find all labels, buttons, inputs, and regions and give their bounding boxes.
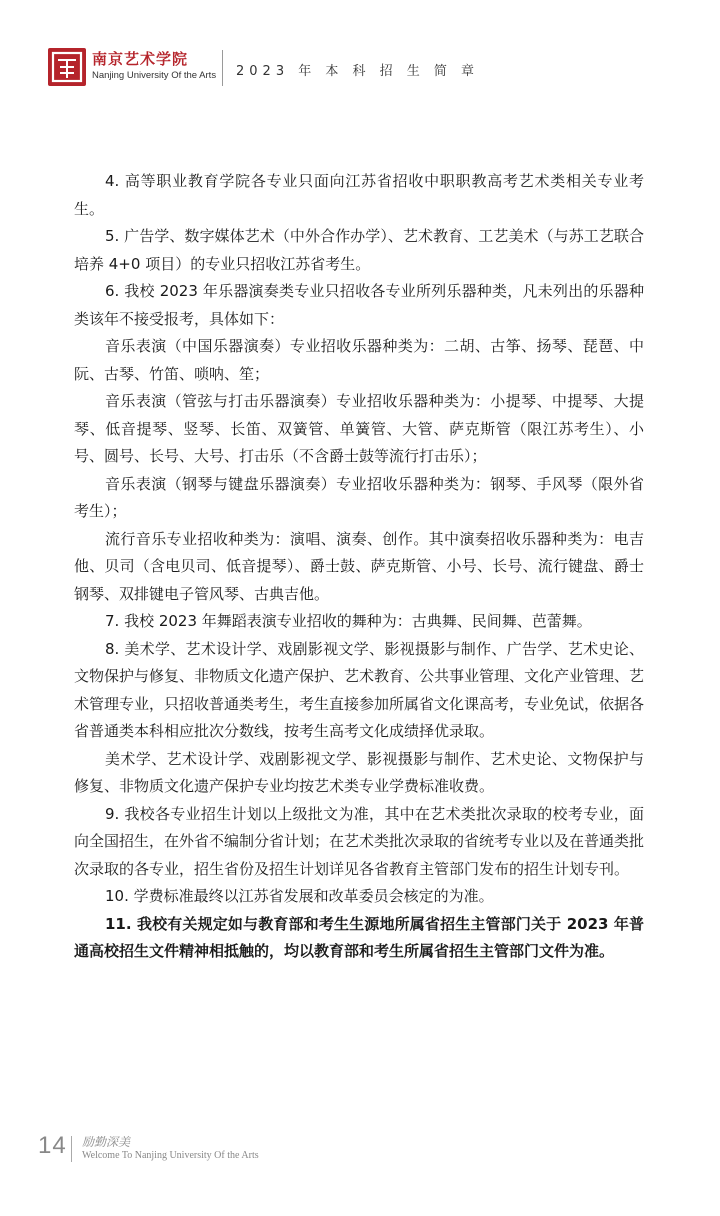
page-header <box>48 46 688 94</box>
footer-divider <box>71 1136 72 1162</box>
paragraph-orchestral-instruments: 音乐表演（管弦与打击乐器演奏）专业招收乐器种类为：小提琴、中提琴、大提琴、低音提琴、竖琴、长笛、双簧管、单簧管、大管、萨克斯管（限江苏考生）、小号、圆号、长号、大号、打击乐（不含爵士鼓等流行打击乐）； <box>74 392 644 465</box>
paragraph-tuition-note: 美术学、艺术设计学、戏剧影视文学、影视摄影与制作、艺术史论、文物保护与修复、非物质文化遗产保护专业均按艺术类专业学费标准收费。 <box>74 749 644 795</box>
page-footer <box>38 1132 438 1172</box>
footer-slogan-en: Welcome To Nanjing University Of the Arts <box>82 1150 259 1161</box>
paragraph-item-10: 10. 学费标准最终以江苏省发展和改革委员会核定的为准。 <box>105 887 494 905</box>
paragraph-popular-music: 流行音乐专业招收种类为：演唱、演奏、创作。其中演奏招收乐器种类为：电吉他、贝司（含电贝司、低音提琴）、爵士鼓、萨克斯管、小号、长号、流行键盘、爵士钢琴、双排键电子管风琴、古典吉他。 <box>74 529 644 603</box>
document-title: 2023 年 本 科 招 生 简 章 <box>236 64 480 79</box>
paragraph-item-6: 6. 我校 2023 年乐器演奏类专业只招收各专业所列乐器种类，凡未列出的乐器种类该年不接受报考，具体如下： <box>74 282 644 328</box>
university-name-en: Nanjing University Of the Arts <box>92 70 217 81</box>
paragraph-item-7: 7. 我校 2023 年舞蹈表演专业招收的舞种为：古典舞、民间舞、芭蕾舞。 <box>105 612 592 630</box>
paragraph-keyboard-instruments: 音乐表演（钢琴与键盘乐器演奏）专业招收乐器种类为：钢琴、手风琴（限外省考生）； <box>74 474 644 520</box>
paragraph-item-4: 4. 高等职业教育学院各专业只面向江苏省招收中职职教高考艺术类相关专业考生。 <box>74 172 644 218</box>
paragraph-item-9: 9. 我校各专业招生计划以上级批文为准，其中在艺术类批次录取的校考专业，面向全国招生，在外省不编制分省计划；在艺术类批次录取的省统考专业以及在普通类批次录取的各专业，招生省份及招生计划详见各省教育主管部门发布的招生计划专刊。 <box>74 804 645 878</box>
paragraph-chinese-instruments: 音乐表演（中国乐器演奏）专业招收乐器种类为：二胡、古筝、扬琴、琵琶、中阮、古琴、竹笛、唢呐、笙； <box>74 337 644 383</box>
body-text <box>74 168 644 966</box>
university-seal-logo <box>48 48 86 86</box>
header-divider <box>222 50 223 86</box>
paragraph-item-8: 8. 美术学、艺术设计学、戏剧影视文学、影视摄影与制作、广告学、艺术史论、文物保护与修复、非物质文化遗产保护、艺术教育、公共事业管理、文化产业管理、艺术管理专业，只招收普通类考生，考生直接参加所属省文化课高考，专业免试，依据各省普通类本科相应批次分数线，按考生高考文化成绩择优录取。 <box>74 639 645 740</box>
paragraph-item-11: 11. 我校有关规定如与教育部和考生生源地所属省招生主管部门关于 2023 年普通高校招生文件精神相抵触的，均以教育部和考生所属省招生主管部门文件为准。 <box>74 914 644 960</box>
page-number: 14 <box>38 1132 67 1159</box>
university-name-cn: 南京艺术学院 <box>92 50 189 68</box>
paragraph-item-5: 5. 广告学、数字媒体艺术（中外合作办学）、艺术教育、工艺美术（与苏工艺联合培养 4+0 项目）的专业只招收江苏省考生。 <box>74 227 644 273</box>
footer-slogan-cn: 励勤深美 <box>82 1135 131 1149</box>
